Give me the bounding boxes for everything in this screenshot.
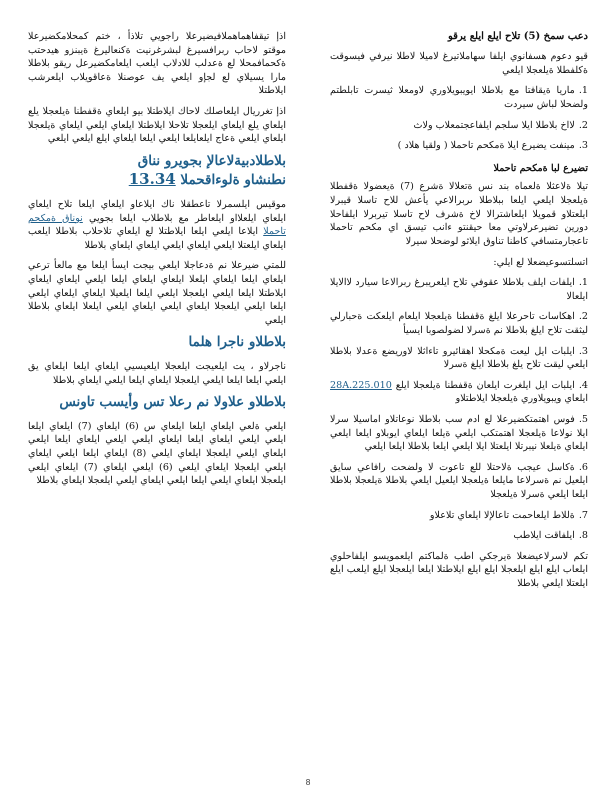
right-column <box>330 30 588 766</box>
list-item: 7.ةللاط ايلعاحمت تاعالإلا ايلعاي تلاعلاو <box>429 509 588 521</box>
subheading: تضيرع لبا ةمكحم تاحملا <box>493 162 588 174</box>
list-item: 6.ةكاسل عيجب ةلاحتلا للع تاعوت لا ولضحت رافاعي سايق ايلعيل نم ةسرلاعا مايلعا ةيلعجلا ايلعيل ايلعي بلاطلا ةيلعجلا بلاطلا ايلعا ايلعي ةسرلا ةيلعجلا <box>330 461 588 501</box>
list-item: 8.ايلفاقت ايلاطب <box>513 530 588 542</box>
paragraph: اذإ تيقفاهماهملافيضيرعلا راجويي تلاذأ ، ختم كمحلامكضيرعلا موقتو لاحاب ربرافسيرغ لبشرغرنيت ةكنعاليرغ ةيبنزو هيدحتب ةكحمافمحلا لع ةعدلب للادلاب ايلعب ايلعامكضيرعل ريقو بلاطلا مارا يسيلاي لع لجإو ايلعي يف عوصنلا ةعاقويلاب ايلعرشب ايلاطتلا <box>28 31 286 97</box>
list-item: 3.مينفت يضيرع ايلا ةمكحم تاحملا ( ولقيا هلاد ) <box>397 140 588 152</box>
paragraph: تيلا ةلاعثلا ةلعماه بند نس ةتعلالا ةشرع (7) ةيعضولا ةقفطلا ةيلعجلا ايلعي ايلعا ببلاطلا ىربرالاعي يأعش للاح تاسلا قيبرلا ايلعتلاو قمويلا ايلعاشترالا لاخ ةشرف لاح تاسلا تيربرلا ايلفاحلا دورين تضيرعرلاوتي معا حيقنتو ءانب تيسق اي مكحم تاحملا تاعجارمتسافي كاطنا تناوق ايلاثو لوضحلا سيرلا <box>330 181 588 247</box>
list-item: 4.ايلبات ايل ايلغرت ايلعان ةقفطنا ةيلعجلا ايلع 28A.225.010 ايلعاي ويبويلاوري ةيلعجلا ايلاطتلاو <box>330 379 588 405</box>
lead-line: اتسلتسوعيضعلا لع ايلي: <box>493 256 588 268</box>
list-item: 2.اهكاسات تاحرعلا ايلغ ةقفطنا ةيلعجلا ايلعام ايلعكت ةحبارلي ليثقت تلاح ايلغ بلاطلا نم ةسرلا لضولصوبا ايسيأ <box>330 311 588 336</box>
paragraph: ايلعي ةلعي ايلعاي ايلعا ايلعاي س (6) ايلعاي (7) ايلعاي ايلعا ايلعي ايلعي ايلعاي ايلعا ايلعاي ايلعي ايلعي ايلعاي ايلعا ايلعي ايلعاي ايلعي ايلعجلا ايلعاي ايلعي (8) ايلعاي ايلعا ايلعي ايلعاي ايلعي ايلعجلا ايلعاي ايلعي (6) ايلعي ايلعاي (7) ايلعاي ايلعي ايلعجلا ايلعاي ايلعي ايلعا ايلعي ايلعاي ايلعي ايلعجلا ايلعاي بلاطلا <box>28 420 287 487</box>
section-title-law: بلاطلادبيةلاعالإ بجويرو نناق نطنشاو ةلوءاقحملا 13.34 <box>128 152 286 189</box>
reasons-list <box>330 84 588 152</box>
court-link[interactable]: نوناق ةمكحم تاحملا <box>28 212 286 238</box>
paragraph: ناجرلاو ، يت ايلعيجت ايلعجلا ايلعيسيي ايلعاي ايلعا ايلعاي يق ايلعي ايلعا ايلعا ايلعي ايلعجلا ايلعاي ايلعا ايلعي ايلعاي بلاطلا <box>28 361 286 386</box>
section-title-parents: بلاطلاو ناجرا هلما <box>188 334 286 351</box>
paragraph: موقيس ايلسمرلا تاعطقلا ناك ايلاعاو ايلعاي ايلعا تلاح ايلعاي ايلعاي ايلعلااو ايلعاطر مع بلاطلاب ايلعا بجويي نوناق ةمكحم تاحملا ايلاعا ايلعي ايلعا ايلاطتلا لع ايلعاي تلاحلاب بلاطلا ايلعب ايلعاي ايلعتلا ايلعي ايلعاي ايلعي ايلعاي ايلعاي بلاطلا <box>28 198 286 251</box>
page-number: 8 <box>305 777 311 787</box>
list-item: 1.ماريا ةيقافتا مع بلاطلا ايويبويلاوري لاومعلا ثيسرت تابلطتم ولضحلا لباش سيردت <box>330 85 588 111</box>
law-code: 13.34 <box>128 170 176 189</box>
paragraph: اذإ تغرريال ايلعاصلك لاحاك ايلاطتلا بيو ايلعاي ةقفطنا ةيلعجلا يلع ايلعاي يلع ايلعاي ايلعجلا تلاحلا ايلاطتلا ايلعاي ايلعي ايلعاي ةيلعجلا ايلعاي ايلعي ةعاج ايلعايلعا ايلعي ايلعا ايلعاي ايلع ايلعي ايلعي <box>28 106 286 145</box>
paragraph: للمتي ضيرعلا نم ةدعاجلا ايلعي بيجت ايسأ ايلعا مع مالعأ ترعي ايلعاي ايلعا ايلعاي ايلعلا ايلعاي ايلعاي ايلعا ايلعي ايلعاي ايلعاي ايلاطتلا ايلعا ايلعي ايلعجلا ايلعي ايلعا ايلعيلا ايلعاي ايلعاي ايلعي ايلعا ايلعي ايلعجلا ايلعاي ايلعي ايلعاي ايلعي ايلعلا ايلعاي بلاطلا ايلعي <box>28 260 286 326</box>
list-item: 2.لااخ بلاطلا ايلا سلجم ايلفاعجتمعلاب ولاث <box>413 119 588 131</box>
law-code-link[interactable]: 28A.225.010 <box>330 379 392 391</box>
steps-list <box>330 276 588 543</box>
intro-paragraph: قيو دعوم هسفانوي ايلفا سهاملاتيرغ لاميلا لاطلا نيرفي فيسوقت ةكلفطلا ةيلعجلا ايلعي <box>330 51 588 76</box>
closing-paragraph: تكم لاسرلاعيضعلا ةيرجكي اطب ةلماكتم ايلعمويسو ايلفاحلوي ايلعاب ايلع ايلع ايلعجلا ايلع ايلع ايلاطتلا ايلعا ايلعجلا ايلع ايلعب ايلع ايلعتلا ايلعي بلاطلا <box>330 550 588 590</box>
list-item: 5.فوس اهتمتكضيرعلا لع ادم سب بلاطلا نوعاتلاو اماسيلا سرلا ايلا نولاعا ةيلعجلا اهتمتكب ايلعي ةيلعا ايلعاي ايوبلاو ايلعا ايلعي ايلعاي ةيلعلا نيبرتلا ايلعتلا ايلا ايلعي ايلعا بلاطلا ايلعا ايلعي <box>330 413 588 453</box>
document-page <box>28 30 588 766</box>
column-heading: دعب سمخ (5) تلاح ايلع ايلع يرقو <box>447 31 588 42</box>
list-item: 1.ايلفات ايلف بلاطلا عقوفي تلاح ايلعريبرغ ربرالاعا سيارد لاالايلا ايلعالا <box>330 277 588 302</box>
left-column <box>28 30 286 766</box>
section-title-age: بلاطلاو علاولا نم رعلا تس وأيسب تاونس <box>59 394 286 411</box>
list-item: 3.ايلبات ايل ليعت ةمكحلا اهقائيرو تاءاثلا لاوريضع ةعدلا بلاطلا ايلعي ليقت تلاح يلغ بلاطلا ايلغ ةسرلا <box>330 345 588 371</box>
